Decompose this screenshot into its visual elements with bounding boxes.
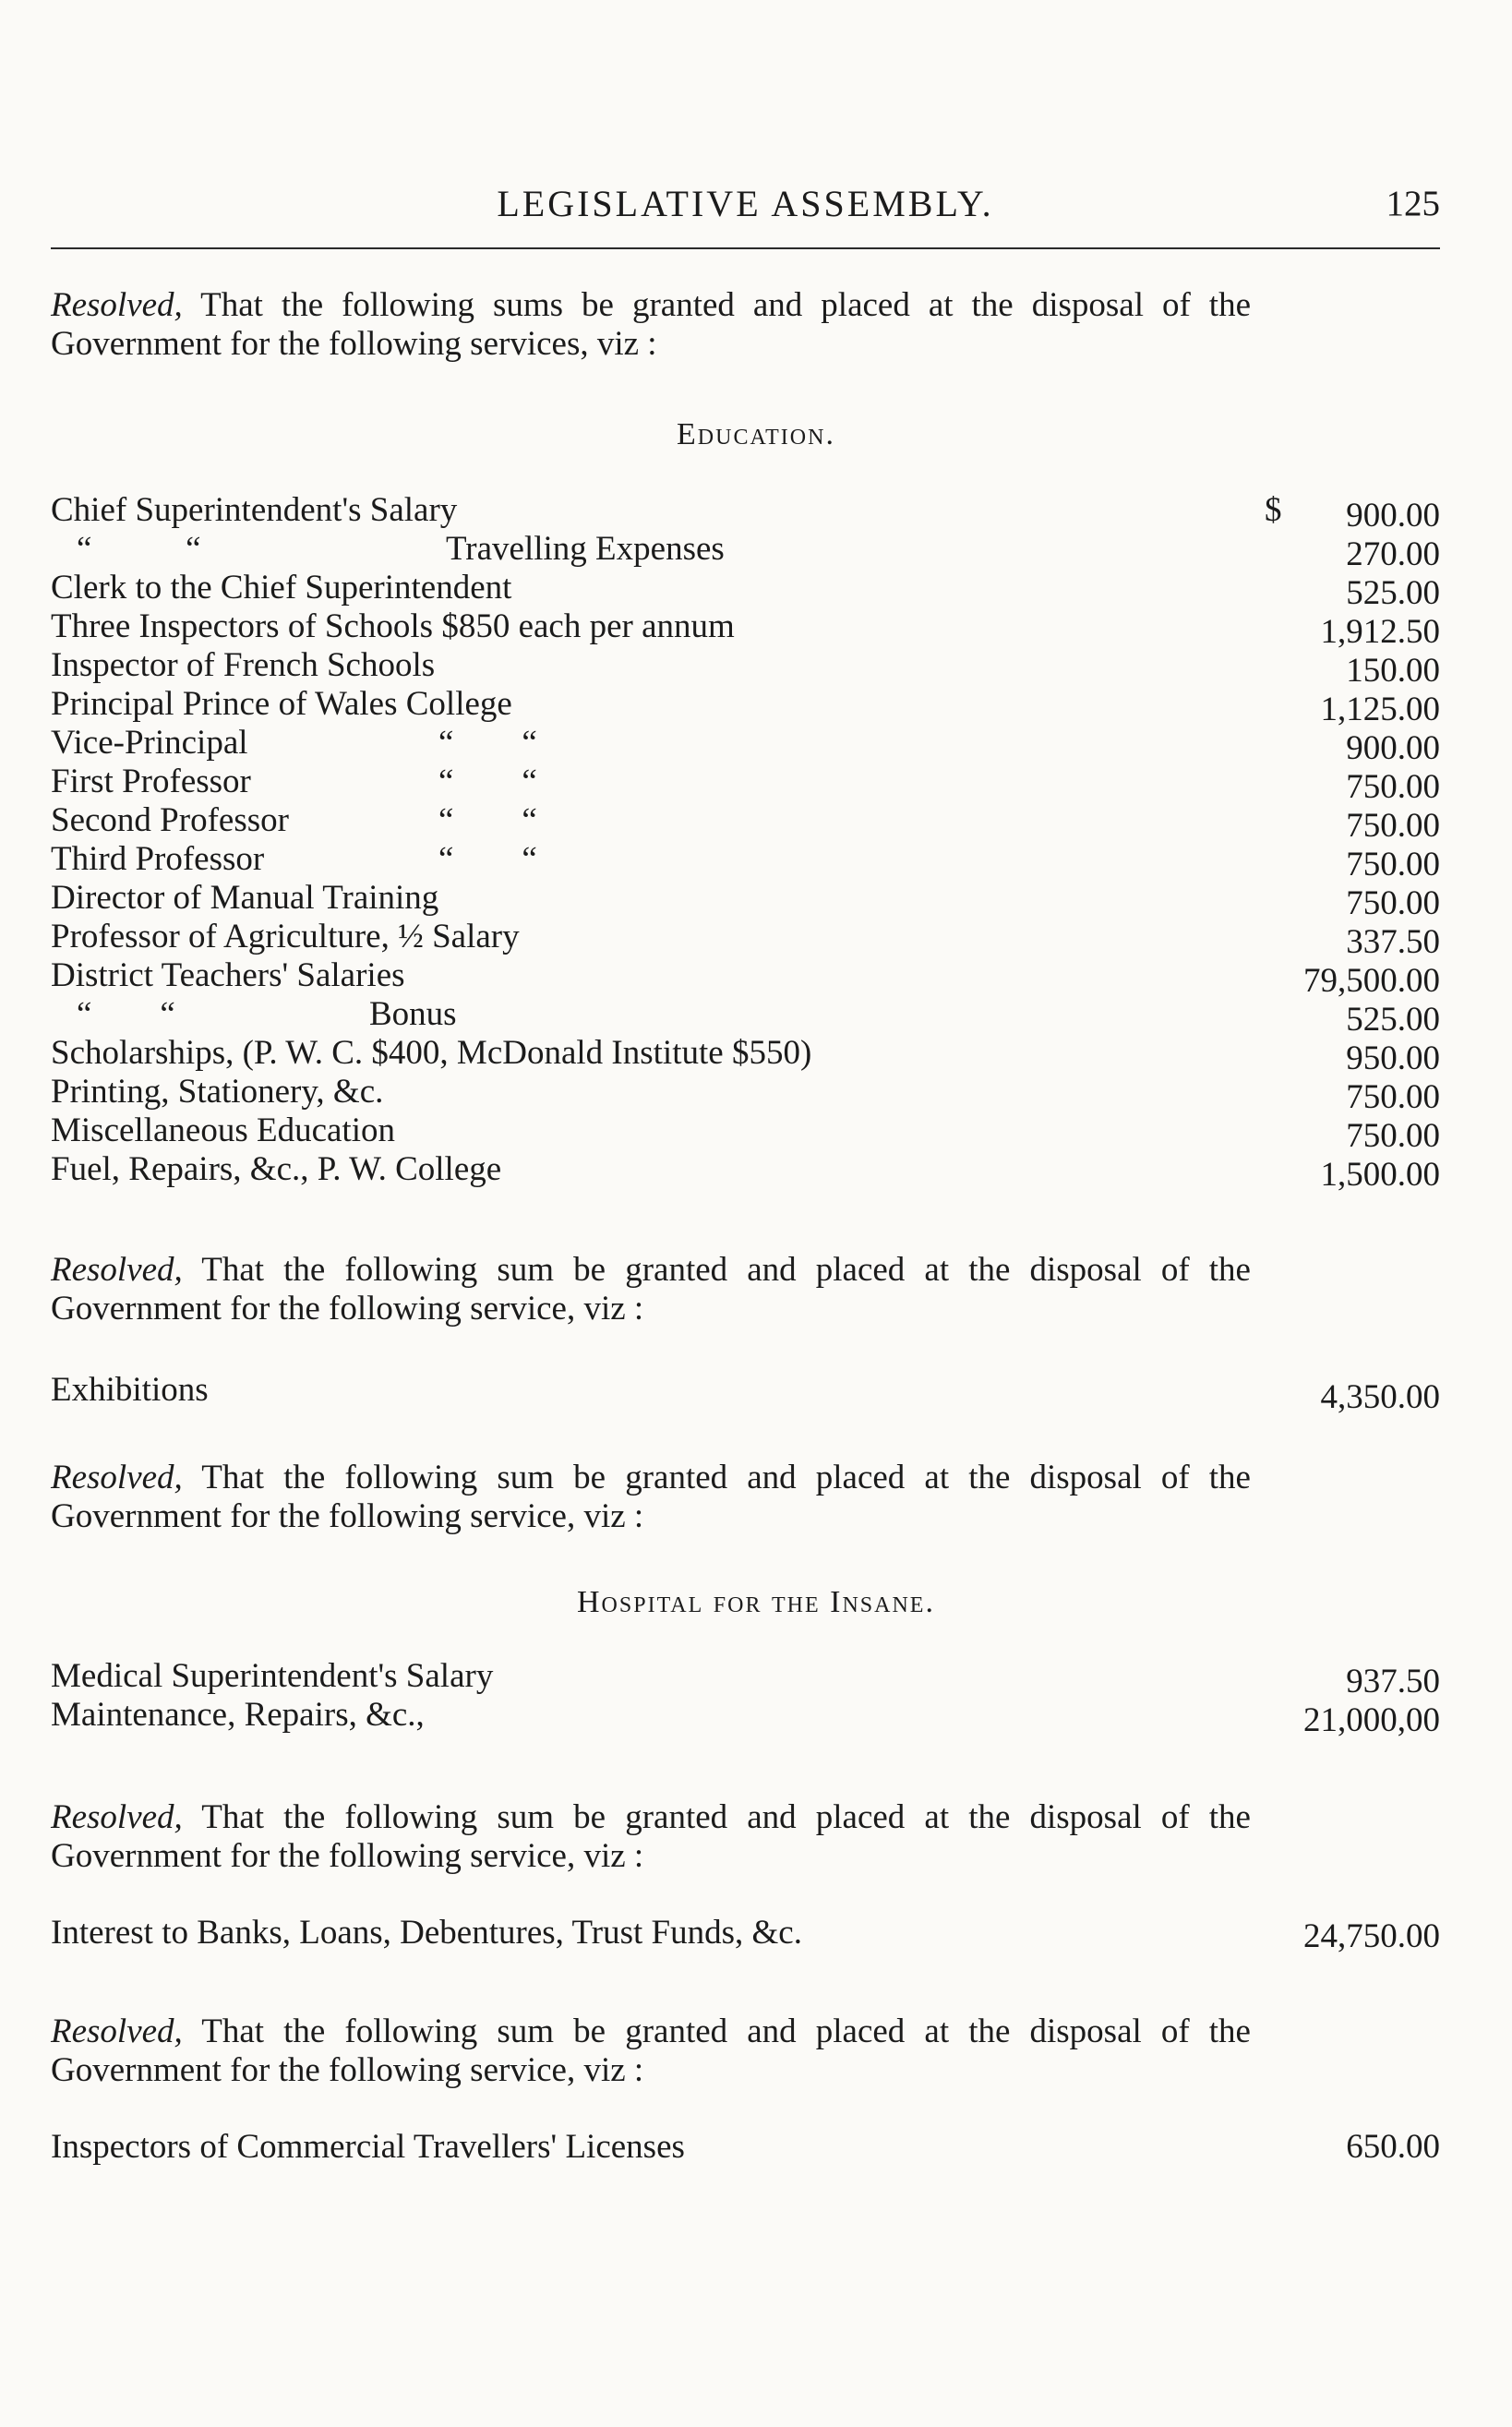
line-item: [51, 491, 1440, 535]
item-amount: 1,912.50: [1320, 613, 1440, 651]
line-item: [51, 995, 1440, 1039]
line-item: [51, 569, 1440, 612]
resolution-text: That the following sum be granted and placed at the disposal of the Government for the following service, viz :: [51, 1798, 1251, 1875]
line-item-exhibitions: [51, 1371, 1440, 1416]
item-label: Chief Superintendent's Salary: [51, 491, 458, 529]
item-amount: 750.00: [1346, 1078, 1440, 1116]
ditto-marks: “ “: [77, 530, 201, 568]
item-label: Medical Superintendent's Salary: [51, 1657, 494, 1695]
resolved-word: Resolved,: [51, 2012, 183, 2050]
item-label: Scholarships, (P. W. C. $400, McDonald Institute $550): [51, 1034, 812, 1072]
item-label: Interest to Banks, Loans, Debentures, Trust Funds, &c.: [51, 1914, 802, 1952]
line-item: [51, 1696, 1440, 1739]
item-label: Director of Manual Training: [51, 879, 439, 917]
item-amount: 650.00: [1346, 2128, 1440, 2166]
item-amount: 79,500.00: [1303, 962, 1440, 1000]
resolved-word: Resolved,: [51, 286, 183, 324]
line-item: [51, 685, 1440, 728]
resolution-paragraph-3: [51, 1459, 1251, 1536]
ditto-marks: “ “: [77, 995, 175, 1033]
line-item-interest: [51, 1914, 1440, 1955]
item-amount: 937.50: [1346, 1663, 1440, 1700]
item-label: Miscellaneous Education: [51, 1111, 395, 1149]
ditto-marks: “ “: [438, 840, 537, 878]
page-number: 125: [1386, 184, 1440, 223]
item-amount: 750.00: [1346, 846, 1440, 883]
item-label: Inspector of French Schools: [51, 646, 436, 684]
item-label: Second Professor: [51, 801, 289, 839]
item-amount: 750.00: [1346, 884, 1440, 922]
item-label: Fuel, Repairs, &c., P. W. College: [51, 1150, 502, 1188]
item-label: Maintenance, Repairs, &c.,: [51, 1696, 425, 1734]
resolved-word: Resolved,: [51, 1459, 183, 1496]
item-label: Exhibitions: [51, 1371, 209, 1409]
item-label: Clerk to the Chief Superintendent: [51, 569, 512, 607]
item-amount: 750.00: [1346, 807, 1440, 845]
resolution-paragraph-5: [51, 2012, 1251, 2090]
item-sublabel: Bonus: [369, 995, 457, 1033]
line-item: [51, 530, 1440, 573]
line-item: [51, 607, 1440, 651]
item-label: Principal Prince of Wales College: [51, 685, 512, 723]
hospital-items: [51, 1657, 1440, 1739]
line-item: [51, 763, 1440, 806]
item-amount: 21,000,00: [1303, 1701, 1440, 1739]
item-label: Professor of Agriculture, ½ Salary: [51, 918, 520, 955]
resolution-text: That the following sums be granted and placed at the disposal of the Government for the following services, viz :: [51, 286, 1251, 363]
line-item: [51, 1034, 1440, 1077]
line-item: [51, 1657, 1440, 1700]
resolution-paragraph-1: [51, 286, 1251, 364]
item-amount: 900.00: [1346, 497, 1440, 535]
section-heading-hospital: Hospital for the Insane.: [577, 1585, 935, 1619]
line-item: [51, 1073, 1440, 1116]
item-label: First Professor: [51, 763, 251, 800]
section-heading-education: Education.: [677, 417, 835, 451]
item-amount: 525.00: [1346, 1001, 1440, 1039]
resolution-text: That the following sum be granted and placed at the disposal of the Government for the following service, viz :: [51, 1251, 1251, 1328]
currency-symbol: $: [1265, 491, 1282, 529]
header-rule: [51, 247, 1440, 249]
resolved-word: Resolved,: [51, 1251, 183, 1289]
resolution-text: That the following sum be granted and placed at the disposal of the Government for the following service, viz :: [51, 1459, 1251, 1535]
resolved-word: Resolved,: [51, 1798, 183, 1836]
item-amount: 900.00: [1346, 729, 1440, 767]
item-amount: 750.00: [1346, 768, 1440, 806]
item-amount: 750.00: [1346, 1117, 1440, 1155]
line-item: [51, 646, 1440, 690]
item-label: Inspectors of Commercial Travellers' Licenses: [51, 2128, 685, 2166]
line-item: [51, 724, 1440, 767]
item-amount: 1,125.00: [1320, 691, 1440, 728]
line-item: [51, 879, 1440, 922]
ditto-marks: “ “: [438, 763, 537, 800]
resolution-paragraph-2: [51, 1251, 1251, 1328]
resolution-text: That the following sum be granted and placed at the disposal of the Government for the following service, viz :: [51, 2012, 1251, 2089]
item-amount: 150.00: [1346, 652, 1440, 690]
line-item: [51, 918, 1440, 961]
item-amount: 270.00: [1346, 535, 1440, 573]
resolution-paragraph-4: [51, 1798, 1251, 1876]
item-amount: 24,750.00: [1303, 1917, 1440, 1955]
item-amount: 1,500.00: [1320, 1156, 1440, 1194]
education-items: [51, 491, 1440, 1194]
line-item: [51, 1111, 1440, 1155]
line-item: [51, 840, 1440, 883]
item-amount: 950.00: [1346, 1039, 1440, 1077]
ditto-marks: “ “: [438, 801, 537, 839]
item-label: Printing, Stationery, &c.: [51, 1073, 384, 1111]
line-item: [51, 956, 1440, 1000]
item-amount: 525.00: [1346, 574, 1440, 612]
page-header: [51, 181, 1440, 227]
line-item: [51, 1150, 1440, 1194]
item-amount: 4,350.00: [1320, 1378, 1440, 1416]
line-item-commercial-travellers: [51, 2128, 1440, 2167]
line-item: [51, 801, 1440, 845]
item-amount: 337.50: [1346, 923, 1440, 961]
item-label: Third Professor: [51, 840, 265, 878]
ditto-marks: “ “: [438, 724, 537, 762]
item-sublabel: Travelling Expenses: [446, 530, 725, 568]
item-label: Vice-Principal: [51, 724, 248, 762]
item-label: Three Inspectors of Schools $850 each per annum: [51, 607, 735, 645]
item-label: District Teachers' Salaries: [51, 956, 405, 994]
running-title: LEGISLATIVE ASSEMBLY.: [497, 183, 994, 224]
